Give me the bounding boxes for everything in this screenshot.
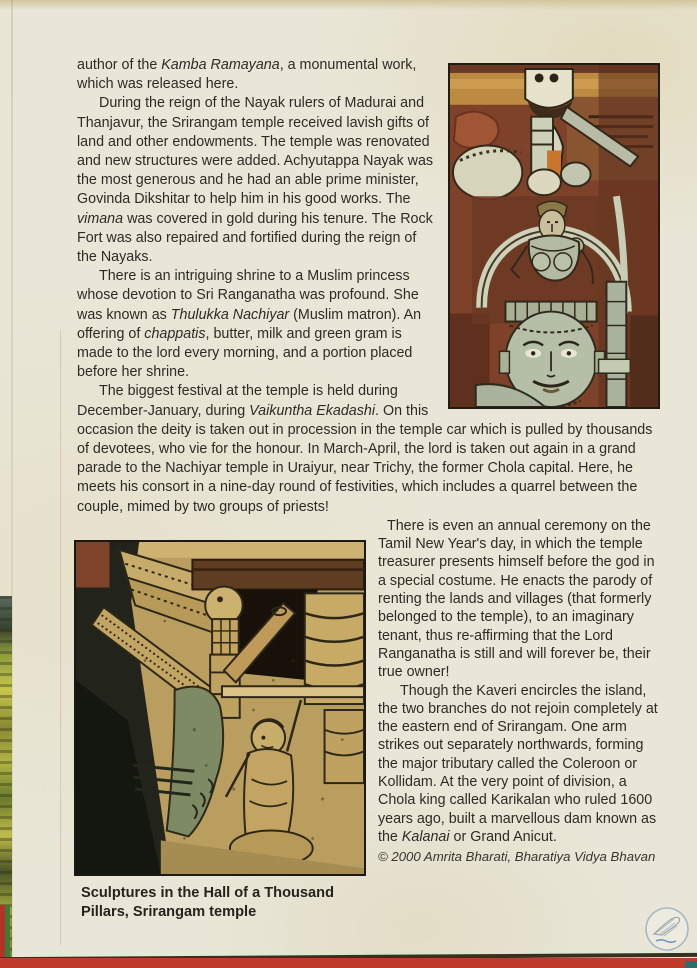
publisher-stamp-icon: [644, 906, 690, 952]
copyright-credit: © 2000 Amrita Bharati, Bharatiya Vidya Bhavan: [378, 849, 656, 865]
underlying-page-edge-green: [5, 905, 10, 958]
bottom-paragraphs: [378, 517, 666, 846]
paragraph: author of the Kamba Ramayana, a monumental work, which was released here.: [77, 57, 417, 93]
book-edge-teal: [685, 961, 697, 968]
pillar-sculpture-illustration: [76, 542, 364, 874]
figure-caption: Sculptures in the Hall of a Thousand Pillars, Srirangam temple: [81, 884, 334, 920]
figure-temple-deities: [448, 63, 660, 409]
article: [77, 56, 666, 921]
temple-sculpture-illustration: [450, 65, 658, 407]
article-top-section: [77, 56, 666, 517]
paragraph: There is an intriguing shrine to a Muslim princess whose devotion to Sri Ranganatha was profound. She was known as Thulukka Nachiyar (Muslim matron). An offering of chappatis, butter, milk and green gram is made to the lord every morning, and a portion placed before her shrine.: [77, 268, 422, 381]
paragraph: The biggest festival at the temple is held during December-January, during Vaikuntha Ekadashi. On this occasion the deity is taken out in procession in the temple car which is pulled by thousands of devotees, who vie for the honour. In March-April, the lord is taken out again in a grand parade to the Nachiyar temple in Uraiyur, near Trichy, the former Chola capital. Here, he meets his consort in a nine-day round of festivities, which includes a quarrel between the couple, mimed by two groups of priests!: [77, 383, 653, 515]
scan-top-tint: [0, 0, 697, 10]
article-bottom-section: [77, 517, 666, 922]
book-edge-red: [0, 958, 697, 968]
right-text-column: [378, 517, 666, 865]
paragraph: During the reign of the Nayak rulers of Madurai and Thanjavur, the Srirangam temple received lavish gifts of land and other endowments. The temple was renovated and new structures were added. Achyutappa Nayak was the most generous and he had an able prime minister, Govinda Dikshitar to help him in his good works. The vimana was covered in gold during his tenure. The Rock Fort was also repaired and fortified during the reign of the Nayaks.: [77, 95, 434, 266]
underlying-page-edge: [0, 596, 12, 958]
paragraph: Though the Kaveri encircles the island, the two branches do not rejoin completely at the eastern end of Srirangam. One arm strikes out separately northwards, forming the major tributary called the Coleroon or Kollidam. At the very point of division, a Chola king called Karikalan who ruled 1600 years ago, built a marvellous dam known as the Kalanai or Grand Anicut.: [378, 682, 658, 845]
figure-thousand-pillars: [74, 540, 366, 876]
paragraph: There is even an annual ceremony on the Tamil New Year's day, in which the temple treasurer presents himself before the god in a special costume. He enacts the parody of renting the lands and villages (that formerly belonged to the temple), to an imaginary tenant, thus re-affirming that the Lord Ranganatha is still and will forever be, their true owner!: [378, 517, 655, 681]
figure-column: [77, 517, 378, 922]
faint-margin-line: [60, 330, 61, 945]
